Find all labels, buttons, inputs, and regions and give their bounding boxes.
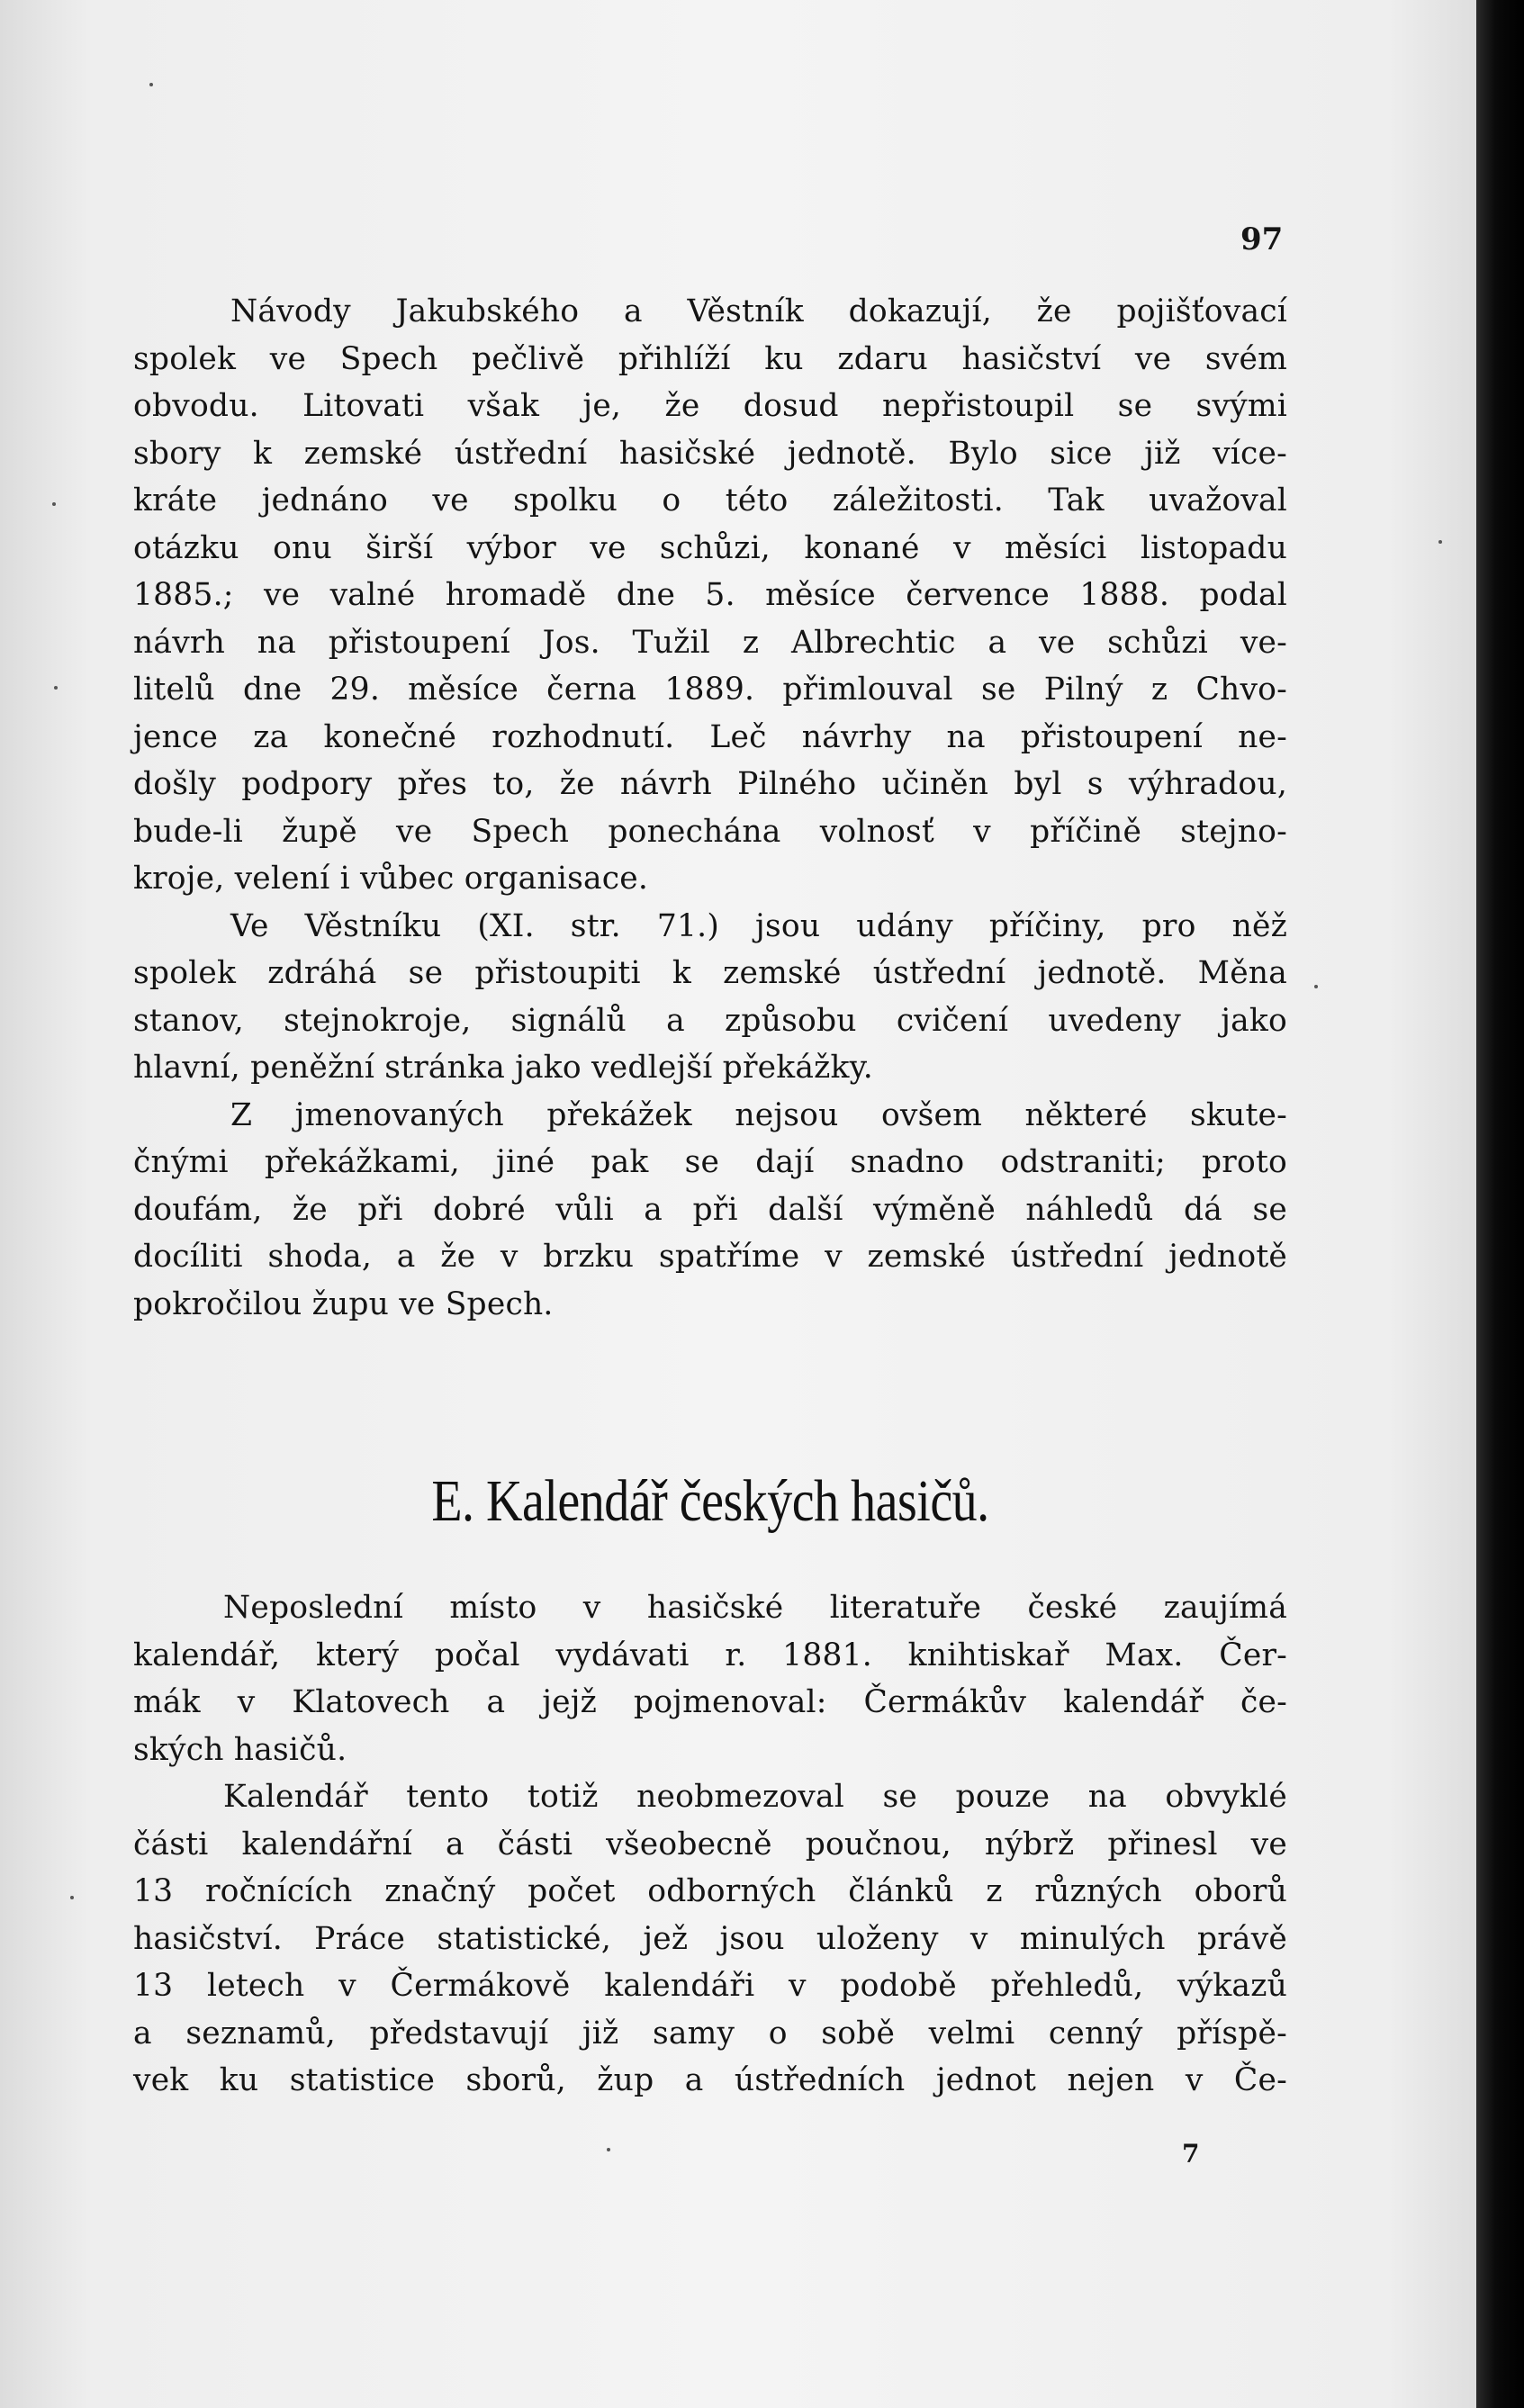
text-line: čnými překážkami, jiné pak se dají snadno odstraniti; proto xyxy=(133,1144,1287,1180)
paper-speck xyxy=(149,83,153,86)
text-line: pokročilou župu ve Spech. xyxy=(133,1285,554,1322)
section-heading: E. Kalendář českých hasičů. xyxy=(431,1468,989,1535)
text-line: části kalendářní a části všeobecně poučnou, nýbrž přinesl ve xyxy=(133,1826,1287,1862)
text-line: došly podpory přes to, že návrh Pilného učiněn byl s výhradou, xyxy=(133,766,1287,802)
paper-speck xyxy=(1438,540,1442,544)
paper-speck xyxy=(70,1896,74,1899)
text-line: Návody Jakubského a Věstník dokazují, že pojišťovací xyxy=(230,293,1287,329)
text-line: ských hasičů. xyxy=(133,1731,347,1768)
signature-mark: 7 xyxy=(1182,2139,1200,2169)
paper-speck xyxy=(1314,985,1318,988)
text-line: mák v Klatovech a jejž pojmenoval: Čermákův kalendář če- xyxy=(133,1684,1287,1720)
text-line: docíliti shoda, a že v brzku spatříme v zemské ústřední jednotě xyxy=(133,1239,1287,1275)
text-line: a seznamů, představují již samy o sobě velmi cenný příspě- xyxy=(133,2015,1287,2052)
text-line: jence za konečné rozhodnutí. Leč návrhy na přistoupení ne- xyxy=(133,718,1287,755)
text-line: 13 letech v Čermákově kalendáři v podobě přehledů, výkazů xyxy=(133,1968,1287,2004)
paper-speck xyxy=(607,2148,610,2151)
text-line: návrh na přistoupení Jos. Tužil z Albrechtic a ve schůzi ve- xyxy=(133,624,1287,661)
page-edge-shadow xyxy=(1476,0,1524,2408)
text-line: spolek zdráhá se přistoupiti k zemské ústřední jednotě. Měna xyxy=(133,955,1287,991)
text-line: doufám, že při dobré vůli a při další výměně náhledů dá se xyxy=(133,1191,1287,1228)
text-line: bude-li župě ve Spech ponechána volnosť v příčině stejno- xyxy=(133,813,1287,850)
text-line: hlavní, peněžní stránka jako vedlejší překážky. xyxy=(133,1050,873,1086)
text-line: Z jmenovaných překážek nejsou ovšem některé skute- xyxy=(230,1096,1287,1133)
text-line: Neposlední místo v hasičské literatuře české zaujímá xyxy=(223,1590,1287,1626)
text-line: kráte jednáno ve spolku o této záležitosti. Tak uvažoval xyxy=(133,483,1287,519)
paper-speck xyxy=(52,502,56,506)
page-number: 97 xyxy=(1240,221,1284,257)
text-line: kalendář, který počal vydávati r. 1881. knihtiskař Max. Čer- xyxy=(133,1637,1287,1673)
text-line: sbory k zemské ústřední hasičské jednotě. Bylo sice již více- xyxy=(133,435,1287,472)
text-line: Ve Věstníku (XI. str. 71.) jsou udány příčiny, pro něž xyxy=(230,907,1287,944)
text-line: spolek ve Spech pečlivě přihlíží ku zdaru hasičství ve svém xyxy=(133,340,1287,377)
text-line: Kalendář tento totiž neobmezoval se pouze na obvyklé xyxy=(223,1779,1287,1815)
text-line: stanov, stejnokroje, signálů a způsobu cvičení uvedeny jako xyxy=(133,1002,1287,1039)
text-line: hasičství. Práce statistické, jež jsou uloženy v minulých právě xyxy=(133,1920,1287,1957)
text-line: 1885.; ve valné hromadě dne 5. měsíce července 1888. podal xyxy=(133,577,1287,613)
text-line: otázku onu širší výbor ve schůzi, konané v měsíci listopadu xyxy=(133,529,1287,566)
paper-speck xyxy=(54,686,58,690)
section-e-text xyxy=(133,1584,1287,2105)
section-d-text xyxy=(133,288,1287,1328)
text-line: obvodu. Litovati však je, že dosud nepřistoupil se svými xyxy=(133,388,1287,424)
text-line: vek ku statistice sborů, žup a ústředních jednot nejen v Če- xyxy=(133,2062,1287,2098)
text-line: 13 ročnících značný počet odborných článků z různých oborů xyxy=(133,1873,1287,1909)
text-line: litelů dne 29. měsíce černa 1889. přimlouval se Pilný z Chvo- xyxy=(133,672,1287,708)
text-line: kroje, velení i vůbec organisace. xyxy=(133,861,649,897)
